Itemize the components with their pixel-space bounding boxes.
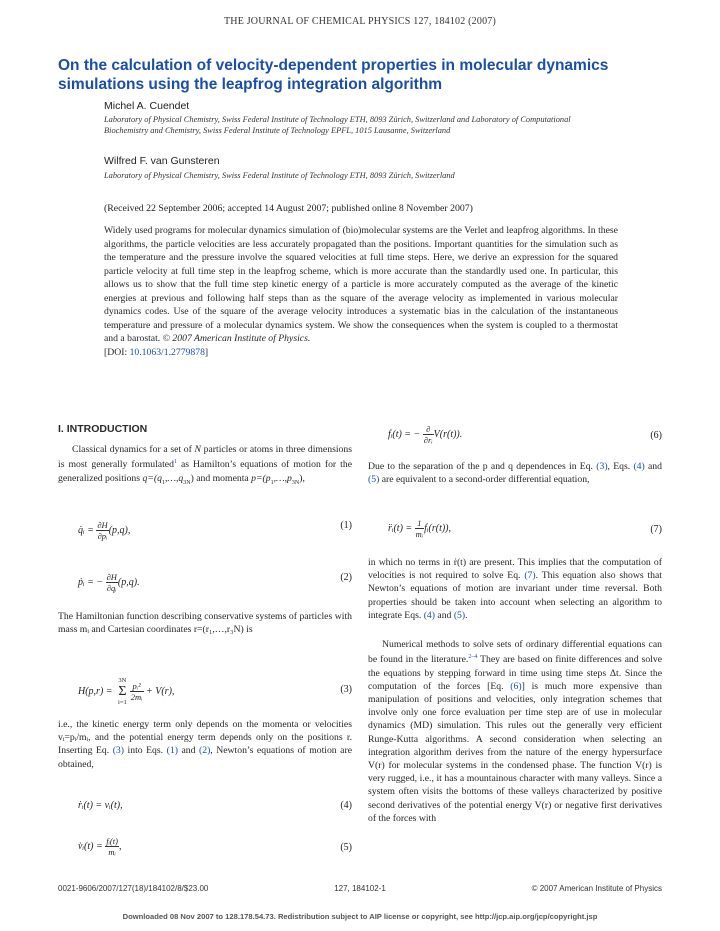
reference-2-4[interactable]: 2–4	[468, 654, 478, 661]
right-paragraph-3: Numerical methods to solve sets of ordinary differential equations can be found in the literature.$^{2-4}$ They are based on finite differences and solve the equations by stepping forward in time using time steps Δt. Since the computation of the forces [Eq. (6)] is much more expensive than manipulation of positions and velocities, only integration schemes that involve only one force evaluation per time step are of use in molecular dynamics (MD) simulation. This rules out the generally very efficient Runge-Kutta algorithms. A second consideration when selecting an integration algorithm derives from the nature of the energy hypersurface V(r) for molecular systems in the condensed phase. The function V(r) is very rugged, i.e., it has a mountainous character with many valleys. Since a system often visits the bottoms of these valleys characterized by positive second derivatives of the potential energy V(r) or negative first derivatives of the forces with	[368, 639, 663, 824]
eq-link-1[interactable]: (1)	[166, 745, 178, 757]
right-paragraph-2: in which no terms in ṙ(t) are present. This implies that the computation of velocities is not required to solve Eq. (7). This equation also shows that Newton’s equations of motion are invariant under time reversal. Both properties should be taken into account when selecting an algorithm to integrate Eqs. (4) and (5).	[368, 557, 663, 621]
equation-number-7: (7)	[650, 524, 662, 535]
eq-link-2[interactable]: (2)	[199, 745, 211, 757]
equation-number-2: (2)	[340, 572, 352, 583]
author-name-1: Michel A. Cuendet	[104, 100, 190, 112]
eq-link-3b[interactable]: (3)	[596, 461, 608, 472]
doi-suffix: ]	[204, 346, 209, 358]
equation-7: r̈ᵢ(t) = $\frac{1}{\text{mᵢ}}$ fᵢ(r(t)), (7)	[388, 518, 662, 539]
eq-link-6[interactable]: (6)	[510, 680, 522, 692]
author-affiliation-1: Laboratory of Physical Chemistry, Swiss Federal Institute of Technology ETH, 8093 Zürich, Switzerland and Laboratory of Computational Biochemistry and Chemistry, Swiss Federal Institute of Technology EPFL, 1015 Lausanne, Switzerland	[104, 115, 571, 136]
author-name-2: Wilfred F. van Gunsteren	[104, 155, 220, 167]
eq-link-4[interactable]: (4)	[633, 461, 645, 472]
eq-link-3[interactable]: (3)	[112, 745, 124, 757]
equation-number-3: (3)	[340, 684, 352, 695]
received-dates: (Received 22 September 2006; accepted 14 August 2007; published online 8 November 2007)	[104, 203, 473, 214]
footer-code: 0021-9606/2007/127(18)/184102/8/$23.00	[58, 884, 209, 893]
doi-prefix: [DOI:	[104, 346, 130, 358]
equation-number-1: (1)	[340, 520, 352, 531]
doi-link[interactable]: 10.1063/1.2779878	[129, 346, 205, 358]
eq-link-5[interactable]: (5)	[368, 474, 380, 486]
equation-1: q̇ᵢ = $\frac{\partial H}{\text{∂pᵢ}}$ (p,q), (1)	[78, 520, 352, 541]
reference-1[interactable]: 1	[173, 459, 177, 466]
abstract	[104, 224, 618, 359]
running-head: THE JOURNAL OF CHEMICAL PHYSICS 127, 184102 (2007)	[223, 16, 497, 27]
equation-3: H(p,r) = 3N Σ i=1 $\frac{\text{pᵢ²}}{\text{2mᵢ}}$ + V(r), (3)	[78, 677, 352, 706]
right-paragraph-1: Due to the separation of the p and q dependences in Eq. (3), Eqs. (4) and (5) are equivalent to a second-order differential equation,	[368, 461, 662, 486]
footer-copyright: © 2007 American Institute of Physics	[531, 884, 662, 893]
equation-2: ṗᵢ = − $\frac{\partial H}{\text{∂qᵢ}}$ (p,q). (2)	[78, 572, 352, 593]
equation-5: v̇ᵢ(t) = $\frac{\text{fᵢ(t)}}{\text{mᵢ}}$ , (5)	[78, 836, 352, 857]
abstract-copyright: © 2007 American Institute of Physics.	[162, 333, 311, 344]
intro-paragraph-1: Classical dynamics for a set of N particles or atoms in three dimensions is most generally formulated$^1$ as Hamilton’s equations of motion for the generalized positions $q=(q_1,\dots,q_{3N})$ and momenta $p=(p_1,\dots,p_{3N})$,	[58, 444, 352, 486]
equation-number-6: (6)	[650, 430, 662, 441]
intro-paragraph-2: The Hamiltonian function describing conservative systems of particles with mass mᵢ and Cartesian coordinates r=(r₁,…,r₃N) is	[58, 611, 352, 636]
equation-number-5: (5)	[340, 842, 352, 853]
intro-paragraph-3: i.e., the kinetic energy term only depends on the momenta or velocities vᵢ=pᵢ/mᵢ, and the potential energy term depends only on the positions r. Inserting Eq. (3) into Eqs. (1) and (2), Newton’s equations of motion are obtained,	[58, 719, 352, 770]
article-title: On the calculation of velocity-dependent properties in molecular dynamics simulations using the leapfrog integration algorithm	[58, 57, 609, 93]
equation-6: fᵢ(t) = − $\frac{\partial}{\text{∂rᵢ}}$ V(r(t)). (6)	[388, 424, 662, 445]
equation-number-4: (4)	[340, 800, 352, 811]
author-affiliation-2: Laboratory of Physical Chemistry, Swiss Federal Institute of Technology ETH, 8093 Zürich, Switzerland	[104, 171, 455, 180]
equation-4: ṙᵢ(t) = vᵢ(t), (4)	[78, 800, 352, 811]
download-notice: Downloaded 08 Nov 2007 to 128.178.54.73. Redistribution subject to AIP license or copyright, see http://jcp.aip.org/jcp/copyright.jsp	[122, 912, 598, 921]
eq-link-7[interactable]: (7)	[524, 570, 536, 582]
footer-page-number: 127, 184102-1	[334, 884, 386, 893]
abstract-text: Widely used programs for molecular dynamics simulation of (bio)molecular systems are the Verlet and leapfrog algorithms. In these algorithms, the particle velocities are less accurately propagated than the positions. Important quantities for the simulation such as the temperature and the pressure involve the squared velocities at full time steps. Here, we derive an expression for the squared particle velocity at full time step in the leapfrog scheme, which is more accurate than the standardly used one. In particular, this allows us to show that the full time step kinetic energy of a particle is more accurately computed as the average of the kinetic energies at previous and following half steps than as the square of the average velocity as implemented in various molecular dynamics codes. Use of the square of the average velocity introduces a systematic bias in the calculation of the instantaneous temperature and pressure of a molecular dynamics system. We show the consequences when the system is coupled to a thermostat and a barostat.	[104, 225, 618, 344]
eq-link-5b[interactable]: (5)	[453, 609, 466, 621]
section-heading-introduction: I. INTRODUCTION	[58, 423, 148, 435]
eq-link-4b[interactable]: (4)	[423, 609, 435, 621]
